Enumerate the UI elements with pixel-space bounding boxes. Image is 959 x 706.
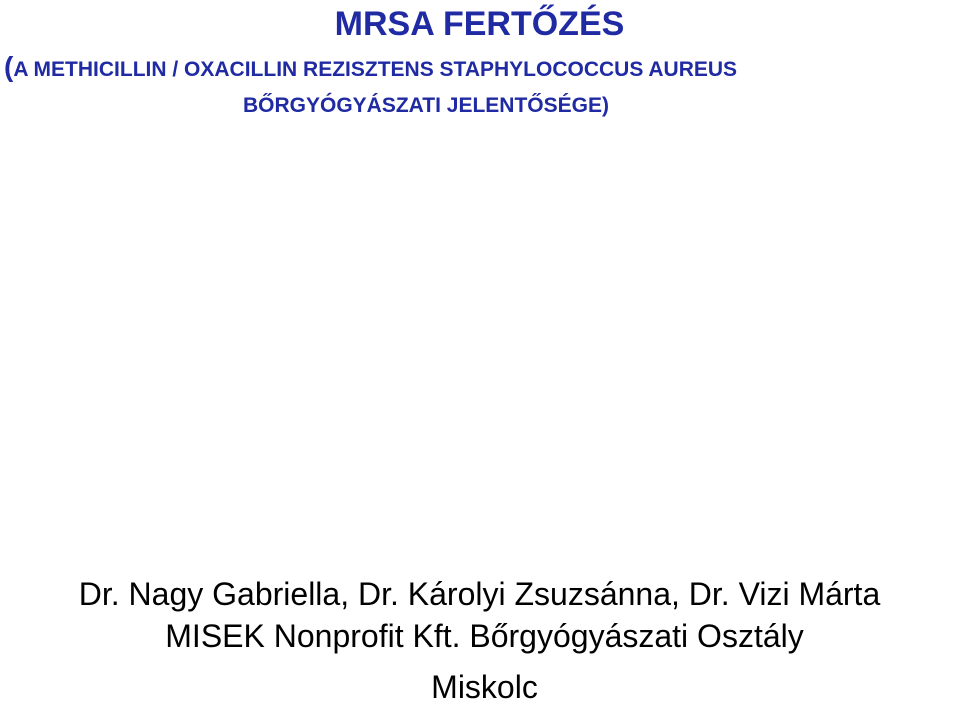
document-title: MRSA FERTŐZÉS [334,5,625,43]
institution-line: MISEK Nonprofit Kft. Bőrgyógyászati Osztály [165,618,804,654]
subtitle-line-2: BŐRGYÓGYÁSZATI JELENTŐSÉGE) [243,94,609,117]
subtitle-open-paren: ( [4,51,14,82]
subtitle-line-1-text: A METHICILLIN / OXACILLIN REZISZTENS STAPHYLOCOCCUS AUREUS [13,58,738,81]
subtitle-line-1 [4,52,737,85]
authors-line: Dr. Nagy Gabriella, Dr. Károlyi Zsuzsánna, Dr. Vizi Márta [78,576,881,612]
city-line: Miskolc [431,669,538,705]
